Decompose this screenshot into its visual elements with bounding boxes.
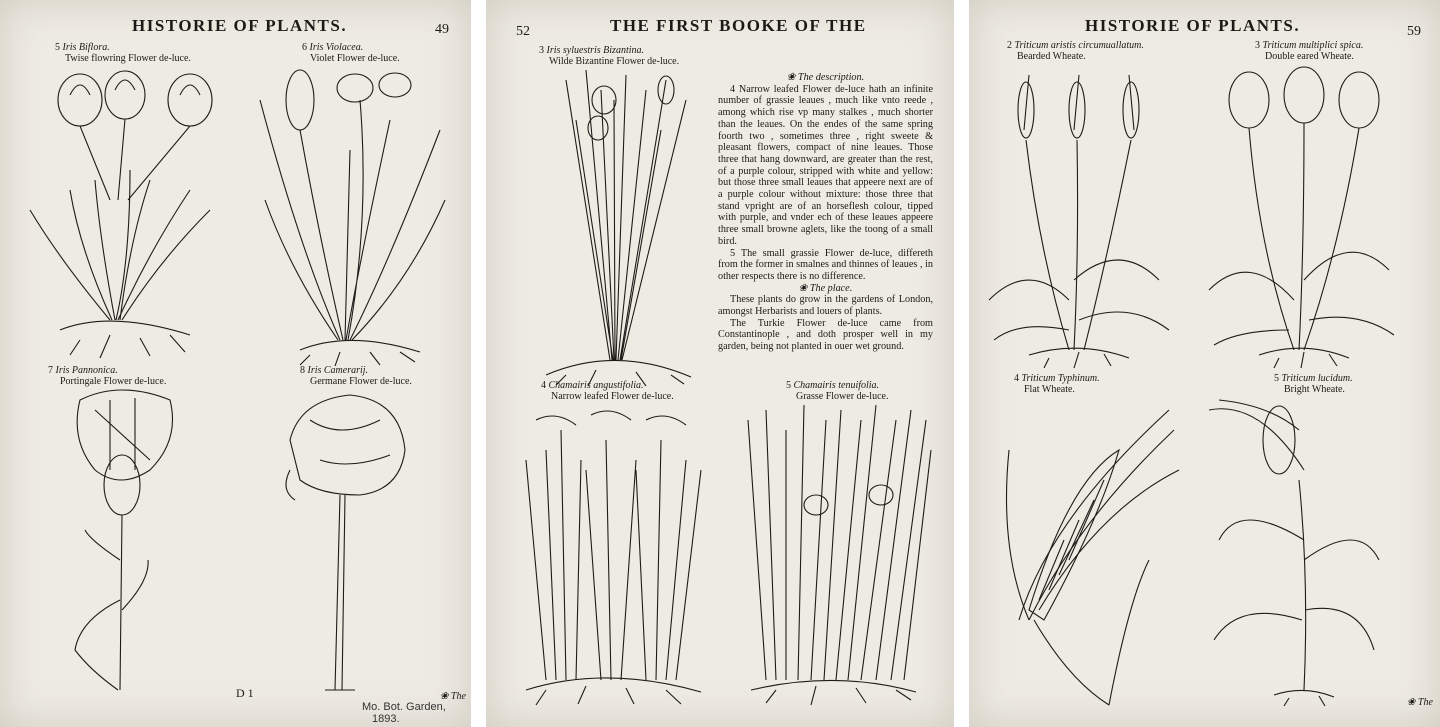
catchword: ❀ The (1407, 697, 1433, 708)
signature-mark: D 1 (236, 686, 254, 700)
catchword: ❀ The (440, 691, 466, 702)
woodcut-triticum-lucidum (969, 0, 1440, 727)
running-header: HISTORIE OF PLANTS. (1085, 16, 1301, 35)
caption-triticum-multiplici: 3 Triticum multiplici spica. Double eared Wheate. (1255, 40, 1364, 62)
caption-iris-bizantina: 3 Iris syluestris Bizantina. Wilde Bizantine Flower de-luce. (539, 45, 680, 67)
woodcut-iris-camerarij (0, 0, 471, 727)
caption-triticum-lucidum: 5 Triticum lucidum. Bright Wheate. (1274, 373, 1353, 395)
paragraph-5: 5 The small grassie Flower de-luce, differeth from the former in smalnes and thinnes of leaues , in other respects there is no difference. (718, 247, 933, 282)
page-number: 59 (1407, 24, 1421, 39)
caption-iris-biflora: 5 Iris Biflora. Twise flowring Flower de-luce. (55, 42, 191, 64)
place-paragraph-1: These plants do grow in the gardens of London, amongst Herbarists and louers of plants. (718, 294, 933, 318)
library-stamp: Mo. Bot. Garden, 1893. (362, 701, 446, 725)
heading-place: ❀ The place. (798, 282, 853, 294)
caption-triticum-aristis: 2 Triticum aristis circumuallatum. Bearded Wheate. (1007, 40, 1144, 62)
running-header: HISTORIE OF PLANTS. (132, 16, 348, 35)
caption-iris-camerarij: 8 Iris Camerarij. Germane Flower de-luce. (300, 365, 412, 387)
woodcut-chamairis-tenuifolia (486, 0, 954, 727)
paragraph-4: 4 Narrow leafed Flower de-luce hath an infinite number of grassie leaues , much like vnto reede , among which rise vp many stalkes , much shorter than the leaues. On the endes of the same spring foorth two , sometimes three , right sweete & pleasant flowers, compact of nine leaues. Those three that hang downward, are greater than the rest, of a purple colour, stripped with white and yellow: but those three small leaues that appeere next are of a purple colour without mixture: those three that stand vpright are of an horseflesh colour, tipped with purple, and vnder ech of these leaues appeere three small browne aglets, like the toong of a small bird. (718, 83, 933, 247)
page-52 (486, 0, 954, 727)
caption-iris-pannonica: 7 Iris Pannonica. Portingale Flower de-luce. (48, 365, 167, 387)
caption-chamairis-angustifolia: 4 Chamairis angustifolia. Narrow leafed Flower de-luce. (541, 380, 674, 402)
page-number: 52 (516, 24, 530, 39)
heading-description: ❀ The description. (786, 72, 865, 83)
caption-chamairis-tenuifolia: 5 Chamairis tenuifolia. Grasse Flower de-luce. (786, 380, 889, 402)
place-paragraph-2: The Turkie Flower de-luce came from Constantinople , and doth prosper well in my garden, being not planted in ouer wet ground. (718, 317, 933, 353)
caption-iris-violacea: 6 Iris Violacea. Violet Flower de-luce. (302, 42, 400, 64)
running-header: THE FIRST BOOKE OF THE (610, 16, 867, 35)
page-49 (0, 0, 471, 727)
page-59 (969, 0, 1440, 727)
page-number: 49 (435, 22, 449, 37)
caption-triticum-typhinum: 4 Triticum Typhinum. Flat Wheate. (1014, 373, 1100, 395)
